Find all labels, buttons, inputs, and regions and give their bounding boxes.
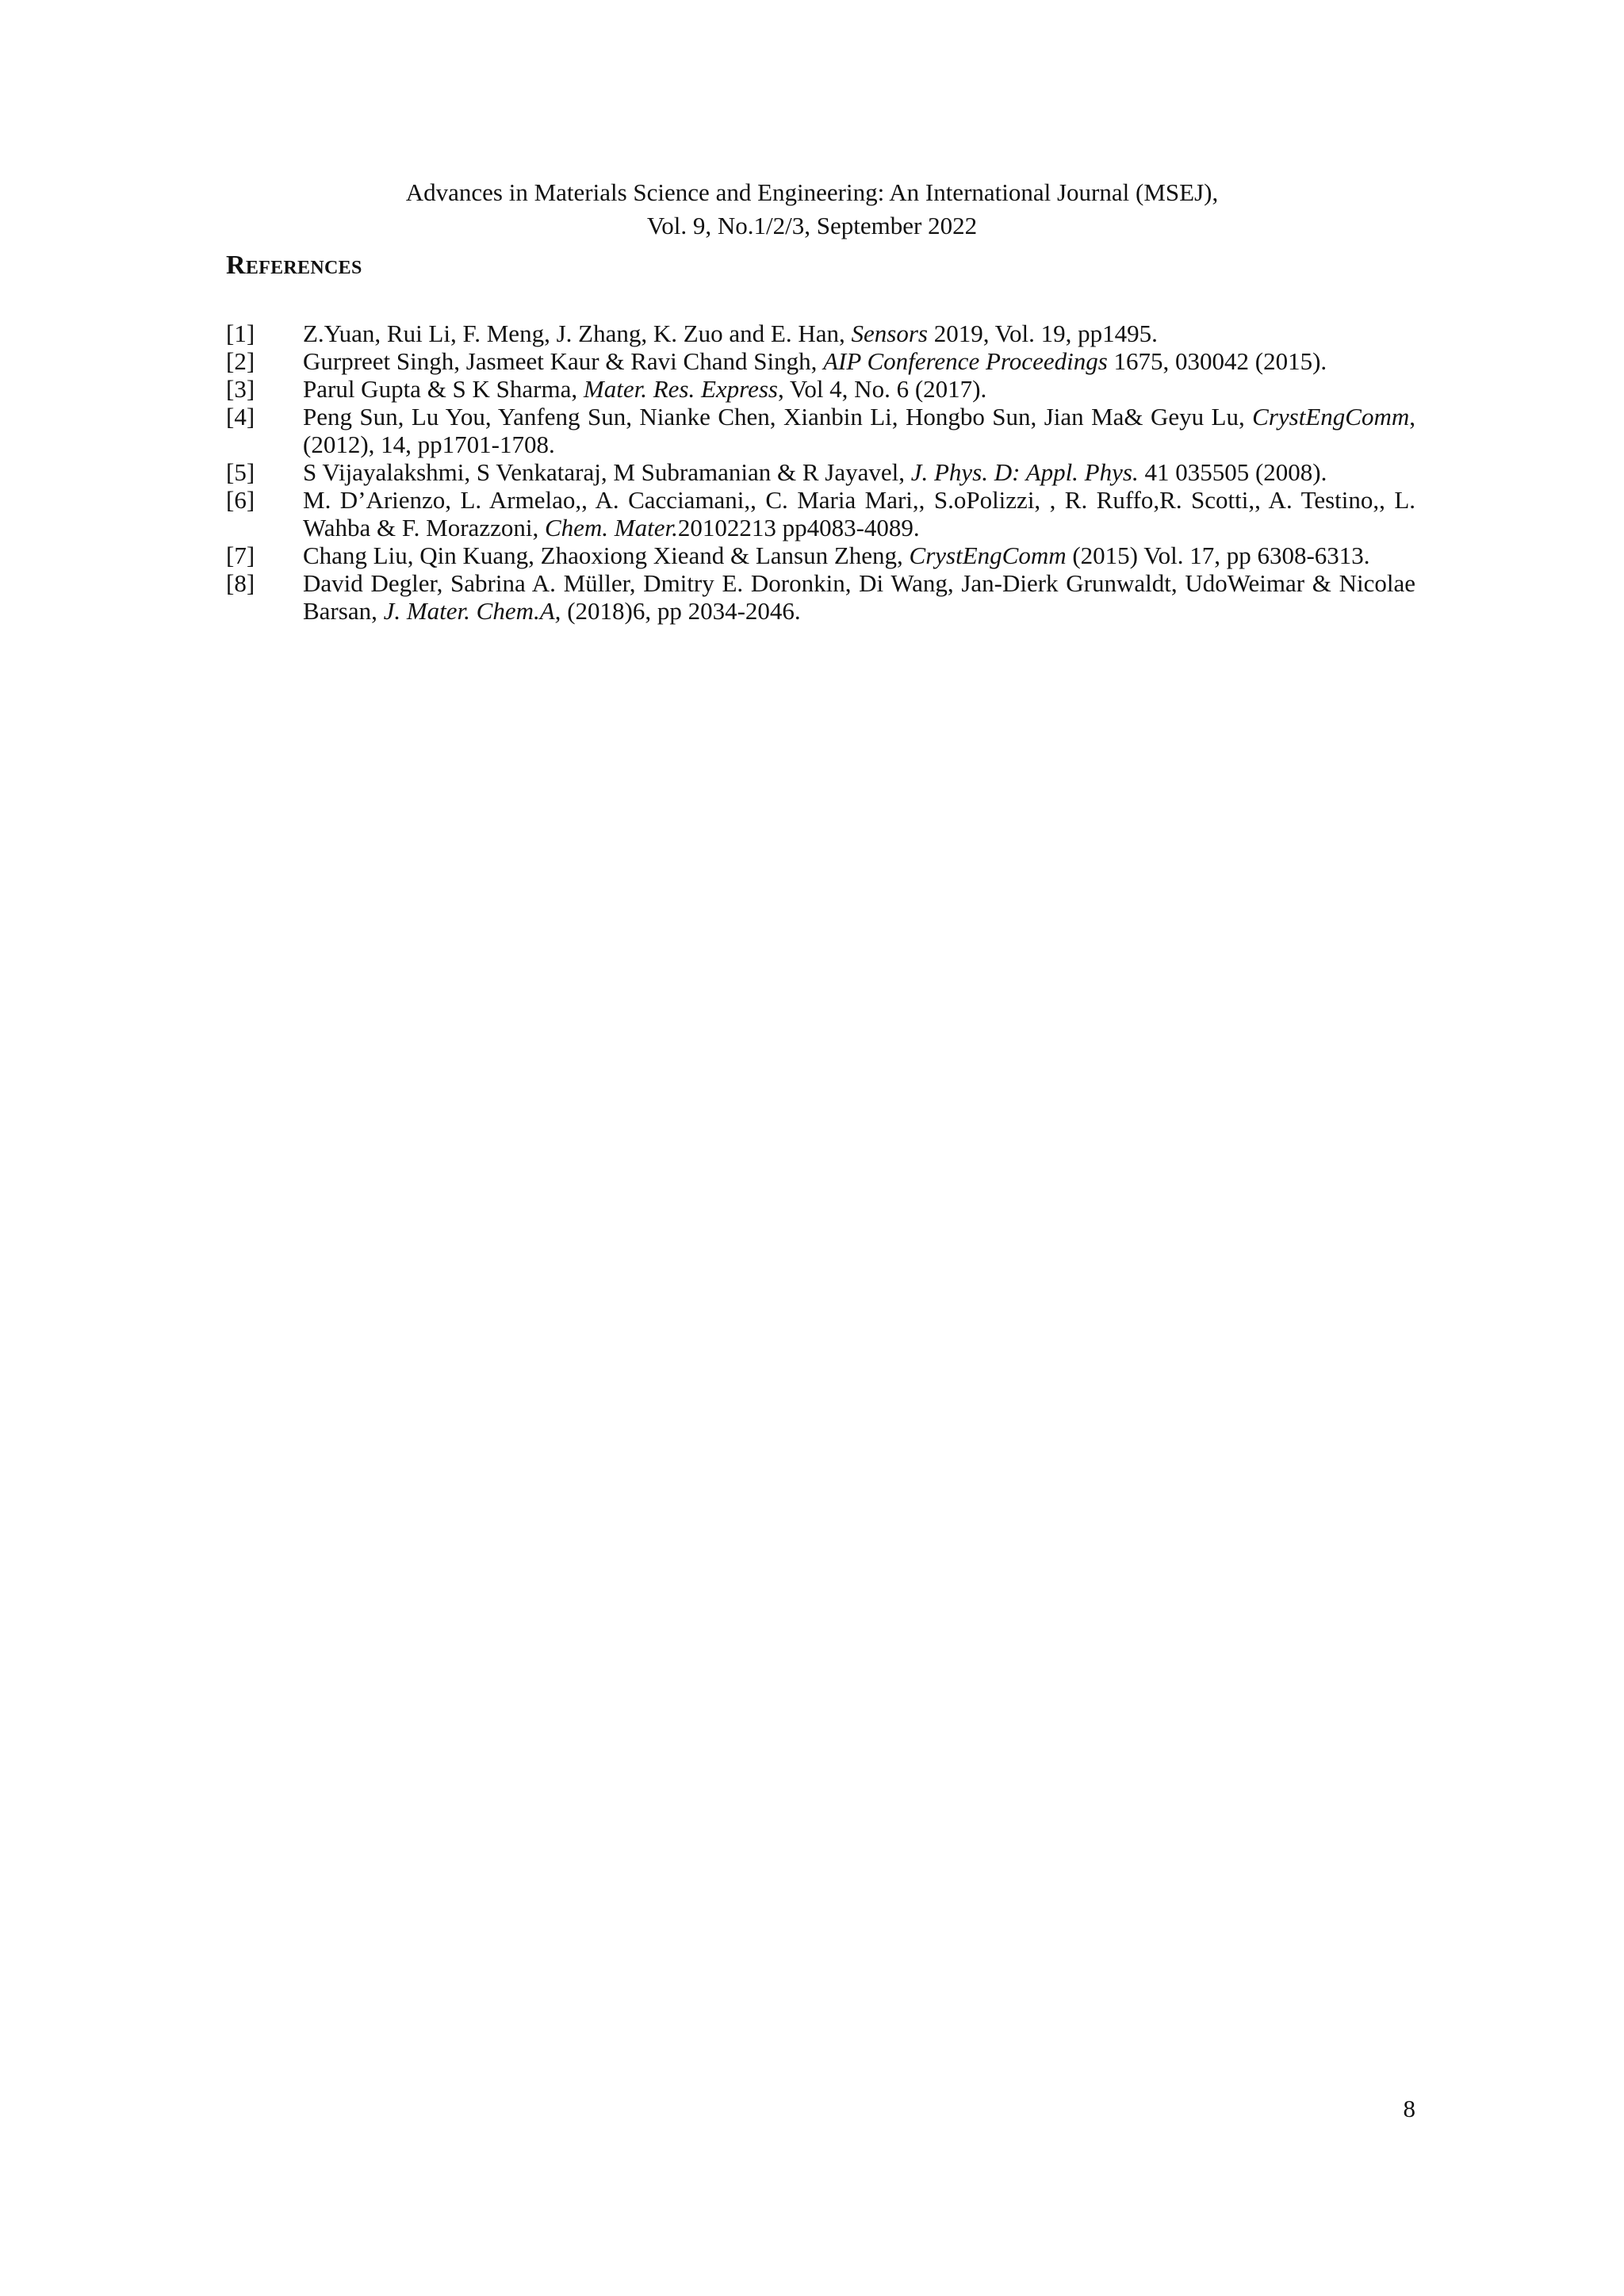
reference-number: [1]: [226, 320, 255, 347]
reference-authors: David Degler, Sabrina A. Müller, Dmitry E. Doronkin, Di Wang, Jan-Dierk Grunwaldt, UdoWeimar & Nicolae Barsan,: [303, 569, 1415, 625]
reference-details: 41 035505 (2008).: [1138, 458, 1327, 486]
reference-details: , Vol 4, No. 6 (2017).: [777, 375, 987, 403]
reference-details: (2015) Vol. 17, pp 6308-6313.: [1066, 541, 1370, 569]
reference-number: [2]: [226, 347, 255, 375]
reference-list: [226, 320, 1415, 625]
reference-item: [226, 458, 1415, 486]
reference-item: [226, 403, 1415, 458]
reference-text: [303, 486, 1415, 541]
reference-item: [226, 486, 1415, 541]
reference-authors: M. D’Arienzo, L. Armelao,, A. Cacciamani,, C. Maria Mari,, S.oPolizzi, , R. Ruffo,R. Scotti,, A. Testino,, L. Wahba & F. Morazzoni,: [303, 486, 1415, 541]
reference-number: [6]: [226, 486, 255, 514]
reference-number: [4]: [226, 403, 255, 430]
reference-authors: Parul Gupta & S K Sharma,: [303, 375, 584, 403]
reference-item: [226, 375, 1415, 403]
reference-journal: CrystEngComm: [909, 541, 1067, 569]
reference-journal: Chem. Mater.: [544, 514, 678, 541]
reference-number: [3]: [226, 375, 255, 403]
reference-text: [303, 375, 1415, 403]
reference-number: [8]: [226, 569, 255, 597]
reference-journal: AIP Conference Proceedings: [823, 347, 1108, 375]
reference-text: [303, 541, 1415, 569]
reference-item: [226, 320, 1415, 347]
journal-volume-line: Vol. 9, No.1/2/3, September 2022: [646, 212, 978, 239]
reference-details: (2018)6, pp 2034-2046.: [561, 597, 801, 625]
reference-details: 1675, 030042 (2015).: [1107, 347, 1327, 375]
reference-item: [226, 541, 1415, 569]
reference-authors: Chang Liu, Qin Kuang, Zhaoxiong Xieand & Lansun Zheng,: [303, 541, 910, 569]
reference-journal: Sensors: [851, 320, 928, 347]
reference-journal: Mater. Res. Express: [583, 375, 778, 403]
reference-authors: Gurpreet Singh, Jasmeet Kaur & Ravi Chand Singh,: [303, 347, 824, 375]
reference-number: [5]: [226, 458, 255, 486]
references-heading: References: [226, 251, 362, 280]
reference-journal: J. Phys. D: Appl. Phys.: [910, 458, 1139, 486]
reference-item: [226, 347, 1415, 375]
reference-authors: Peng Sun, Lu You, Yanfeng Sun, Nianke Chen, Xianbin Li, Hongbo Sun, Jian Ma& Geyu Lu,: [303, 403, 1253, 430]
reference-details: 2019, Vol. 19, pp1495.: [927, 320, 1158, 347]
reference-details: 20102213 pp4083-4089.: [677, 514, 920, 541]
reference-text: [303, 569, 1415, 625]
running-header: [0, 176, 1624, 243]
journal-title-line: Advances in Materials Science and Engineering: An International Journal (MSEJ),: [405, 178, 1219, 206]
page-number: 8: [1403, 2095, 1415, 2122]
reference-text: [303, 458, 1415, 486]
reference-text: [303, 347, 1415, 375]
reference-number: [7]: [226, 541, 255, 569]
reference-authors: S Vijayalakshmi, S Venkataraj, M Subramanian & R Jayavel,: [303, 458, 911, 486]
reference-authors: Z.Yuan, Rui Li, F. Meng, J. Zhang, K. Zuo and E. Han,: [303, 320, 852, 347]
reference-text: [303, 320, 1415, 347]
reference-details: , (2012), 14, pp1701-1708.: [303, 403, 1415, 458]
reference-item: [226, 569, 1415, 625]
reference-journal: J. Mater. Chem.A,: [383, 597, 561, 625]
reference-journal: CrystEngComm: [1252, 403, 1410, 430]
reference-text: [303, 403, 1415, 458]
